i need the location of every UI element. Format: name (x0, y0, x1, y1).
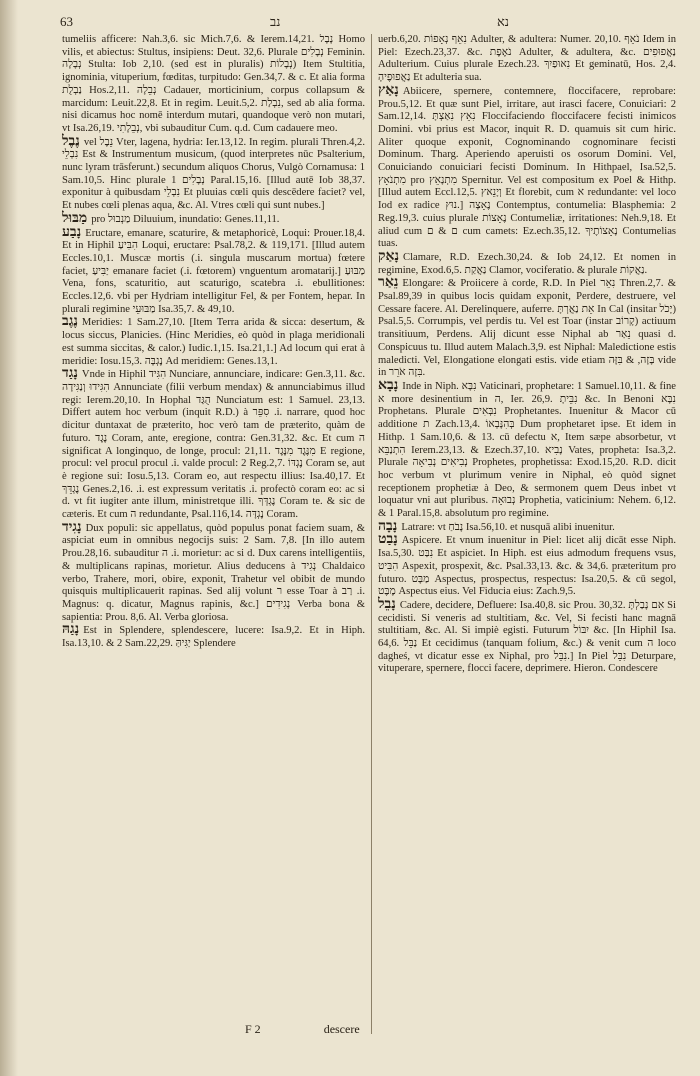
entry-lemma: נָבָא (378, 377, 399, 393)
entry-lemma: נָבֵל (378, 596, 396, 612)
entry (62, 133, 365, 213)
entry-lemma: נָבַע (62, 224, 82, 240)
entry (378, 596, 676, 676)
entry (62, 519, 365, 625)
entry (62, 368, 365, 521)
left-column (62, 34, 365, 1034)
entry-text: Meridies: 1 Sam.27,10. [Item Terra arida & sicca: desertum, & locus siccus, Planicies. (Hinc Meridies, eò quòd in plaga meridionali est summa siccitas, & calor.) Iudic.1,15. Isa.21,1.] Ad locum qui erat à meridie: Iosu.15,3. נֶגְבָּה Ad meridiem: Genes.13,1. (62, 317, 365, 367)
entry-text: tumeliis afficere: Nah.3,6. sic Mich.7,6. & Ierem.14,21. נָבָל Homo vilis, et abiectus: Stultus, insipiens: Deut. 32,6. Plurale נְבָלִים Feminin. נְבָלָה Stulta: Iob 2,10. (sed est in pluralis) נְבָלוֹת) Item Stultitia, ignominia, vituperium, fœditas, turpitudo: Gen.34,7. & c. Et alia forma נַבְלֻת Hos.2,11. נְבֵלָה Cadauer, morticinium, corpus collapsum & marcidum: Leuit.22,8. Et in regim. Leuit.5,2. נִבְלַת, sed ab alia forma. nisi dicamus hoc nomē interdum mutari, quandoque verò non mutari, vt Isa.26,19. נְבֵלָתִי, vbi subauditur Cum. q.d. Cum cadauere meo. (62, 34, 365, 134)
entry (62, 624, 365, 650)
entry (62, 210, 365, 227)
entry-text: Latrare: vt נָבֹחַ Isa.56,10. et nusquā alibi inuenitur. (401, 521, 615, 533)
right-column (378, 34, 676, 1034)
entry (378, 82, 676, 251)
entry-text: Vnde in Hiphil הִגִּיד Nunciare, annunciare, indicare: Gen.3,11. &c. הִגִּידוּ וְנַגִּידָה Annunciate (filii verbum mendax) & annunciabimus illud regi: Ierem.20,10. In Hophal הֻגַּד Nunciatum est: 1 Samuel. 23,13. Differt autem hoc verbum (inquit R.D.) à סִפֵּר .i. narrare, quod hoc dicitur duntaxat de præterito, hoc verò tam de præterito, quàm de futuro. נֶגֶד Coram, ante, eregione, contra: Gen.31,32. &c. Et cum ה significat A longinquo, de longe, procul: 21,11. מִנֶּגֶד מִנֶּגֶד E regione, procul: vel procul procul .i. valde procul: 2 Reg.2,7. נֶגְדּוֹ Coram se, aut è regione sui: Iosu.5,13. Coram eo, aut respectu illius: Isa.40,17. Et נֶגְדֵּךְ Genes.2,16. .i. est expressum veritatis .i. profectò coram eo: ac si d. vt fit iugiter ante illum, ministretque illi. נֶגְדְּךָ Coram te. & sic de cæteris. Et cum ה redundante, Psal.116,14. נֶגְדָּה Coram. (62, 369, 365, 521)
entry-text: Abiicere, spernere, contemnere, floccifacere, reprobare: Prou.5,12. Et quæ sunt Piel, irritare, aut irasci facere, Conuiciari: 2 Sam.12,14. נִאֵץ נִאַצְתָּ Floccifaciendo floccifacere fecisti inimicos Domini. vbi prius est Macor, inquit R. D. quamuis sit cum hiric. Aliter quoque exponit, Cognominando cognominare fecisti Dominum. Tharg. Aperiendo aperuisti os osorum Domini. Vel, Conuiciando conuiciari fecisti Dominum. In Hithpael, Isa.52,5. מִתְנֹאָץ pro מִתְנָאֵץ Spernitur. Vel est compositum ex Poel & Hithp. [Illud autem Eccl.12,5. וְיָנֵאץ Et florebit, cum א redundante: vel loco Iod ex radice נוּץ.] נֶאָצָה Contemptus, contumelia: Blasphemia: 2 Reg.19,3. cuius plurale נֶאָצוֹת Contumeliæ, irritationes: Neh.9,18. Et aliud cum ם & ם cum camets: Ez.ech.35,12. נָאָצוֹתֶיךָ Contumelias tuas. (378, 85, 676, 250)
column-divider (371, 34, 372, 1034)
entry-lemma: נָאַק (378, 248, 400, 264)
entry (378, 34, 676, 85)
entry-lemma: נָגַהּ (62, 622, 80, 638)
entry (378, 518, 676, 535)
entry-text: uerb.6,20. נִאֵף נְאָפוֹת Adulter, & adultera: Numer. 20,10. נֹאֵף Idem in Piel: Ezech.23,37. &c. נֹאֶפֶת Adulter, & adultera, &c. נַאֲפוּפִים Adulterium. Cuius plurale Ezech.23. נִאוּפַיִךְ Et geminatū, Hos. 2,4. נַאֲפוּפֶיהָ Et adulteria sua. (378, 34, 676, 84)
running-header (60, 14, 670, 32)
entry-text: Est in Splendere, splendescere, lucere: Isa.9,2. Et in Hiph. Isa.13,10. & 2 Sam.22,29. יַגִּיהַּ Splendere (62, 625, 365, 650)
entry-lemma: נֶבֶל (62, 133, 80, 149)
entry-lemma: נֶגֶב (62, 314, 78, 330)
entry-text: Inde in Niph. נִבָּא Vaticinari, prophetare: 1 Samuel.10,11. & fine א more desinentium in ה, Ier. 26,9. נִבֵּיתָ &c. In Benoni נִבָּא Prophetans. Plurale נִבְּאִים Prophetantes. Inuenitur & Macor cū additione ת Zach.13,4. בְּהִנָּבְאוֹ Dum prophetaret ipse. Et idem in Hithp. 1 Sam.10,6. & 13. cū defectu א, Item sæpe absorbetur, vt הִתְנַבֵּא Ierem.23,13. & Ezech.37,10. נָבִיא Vates, propheta: Isa.3,2. Plurale נְבִיאִים נְבִיאָה Prophetes, prophetissa: Exod.15,20. R.D. dicit hoc verbum vt plurimum venire in Niphal, eò quòd signet receptionem prophetiæ à Deo, & sermonem quem Deus inbet vt loquatur vni aut pluribus. נְבוּאָה Prophetia, vaticinium: Nehem. 6,12. & 1 Paral.15,8. absolutum pro regimine. (378, 380, 676, 520)
entry (62, 316, 365, 368)
entry-lemma: נָבָה (378, 518, 398, 534)
header-right-letter: נא (497, 14, 510, 29)
page-footer (245, 1022, 545, 1037)
entry-lemma: נָאַץ (378, 82, 399, 98)
entry-text: Cadere, decidere, Defluere: Isa.40,8. sic Prou. 30,32. אִם נָבַלְתָּ Si cecidisti. Si veneris ad stultitiam, &c. Vel, Si fecisti hanc magnā stultitiam, &c. Al. Si impiè egisti. Futurum יִבּוֹל &c. [In Hiphil Isa. 64,6. נַבֵּל Et cecidimus (tanquam folium, &c.) & venit cum ה loco dagheś, vt dicatur esse ex Niphal, pro נִבֵּל.] In Piel נִבֵּל Deturpare, vituperare, spernere, flocci facere, deprimere. Hieron. Condescere (378, 599, 676, 675)
entry (378, 377, 676, 521)
entry-text: Elongare: & Proiicere à corde, R.D. In Piel נִאֵר Thren.2,7. & Psal.89,39 in quibus locis quidam exponit, Perdere, destruere, vel Cessare facere. Al. Derelinquere, auferre. אֵת נַאֲרְתָּ In Cal (insitar יָכֹל) Psal.5,5. Corrumpis, vel perdis tu. Vel est Toar (instar קָרוֹב) actiuum transitiuum, Perdens. Alij dicunt esse Niphal ab נֵאַר quasi d. Conspicuus tu. Illud autem Malach.3,9. est Niphal: Maledictione estis maledicti. Vel, Elongatione elongati estis. vide etiam בָּזָה, & בִּזָּה vide in בִּזָה אֹרֵר. (378, 278, 676, 379)
entry-text: pro מַנְבוּל Diluuium, inundatio: Genes.11,11. (91, 213, 280, 225)
entry (378, 277, 676, 380)
catchword: descere (323, 1022, 360, 1036)
entry (378, 248, 676, 277)
signature-mark: F 2 (245, 1022, 261, 1036)
entry-lemma: נָבַט (378, 532, 398, 548)
entry-text: vel נֵבֶל Vter, lagena, hydria: Ier.13,12. In regim. plurali Thren.4,2. נִבְלֵי Est & Instrumentum musicum, (quod interpretes nūc Psalterium, nunc lyram trāsferunt.) secundum aliquos Chorus, Vulgò Cornamusa: 1 Sam.10,5. Hinc plurale נְבָלִים 1 Paral.15,16. [Illud autē Iob 38,37. exponitur à quibusdam נִבְלֵי Et pluuias cœli quis descēdere faciet? vel, Et nubes cœli plenas aqua, &c. Al. Vtres cœli qui sunt nubes.] (62, 136, 365, 212)
book-gutter (0, 0, 18, 1076)
entry-text: Clamare, R.D. Ezech.30,24. & Iob 24,12. Et nomen in regimine, Exod.6,5. נַאֲקַת Clamor, vociferatio. & plurale נַאֲקוֹת. (378, 251, 676, 276)
entry-lemma: נָגִיד (62, 519, 82, 535)
entry (62, 224, 365, 317)
entry-text: Aspicere. Et vnum inuenitur in Piel: licet alij dicāt esse Niph. Isa.5,30. נִבַּט Et aspiciet. In Hiph. est eius admodum frequens vsus, הִבִּיט Aspexit, prospexit, &c. Psal.33,13. &c. & 34,6. præteritum pro futuro. מַבָּט Aspectus, prospectus, respectus: Isa.20,5. & cū segol, מֶבֶּט Aspectus eius. Vel Fiducia eius: Zach.9,5. (378, 535, 676, 598)
entry (378, 534, 676, 599)
header-left-letter: נב (270, 14, 281, 29)
entry (62, 34, 365, 136)
entry-text: Eructare, emanare, scaturire, & metaphoricè, Loqui: Prouer.18,4. Et in Hiphil הִבִּיעַ Loqui, eructare: Psal.78,2. & 119,171. [Illud autem Eccles.10,1. Muscæ mortis (.i. singula muscarum mortua) fœtere faciet, יַבִּיעַ emanare faciet (.i. fœtorem) vnguentum aromatarij.] מַבּוּעַ Vena, fons, scaturitio, aut scaturigo, scatebra .i. ebullitiones: Eccles.12,6. vbi per Hydriam intelligitur Fel, & per Fontem, hepar. In plurali regimine מַבּוּעֵי Isa.35,7. & 49,10. (62, 227, 365, 315)
page-number: 63 (60, 14, 73, 29)
entry-lemma: נֵאַר (378, 275, 399, 291)
entry-lemma: נָגַד (62, 366, 78, 382)
entry-lemma: מַבּוּל (62, 210, 88, 226)
entry-text: Dux populi: sic appellatus, quòd populus ponat faciem suam, & aspiciat eum in omnibus negocijs suis: 2 Sam. 7,8. [In illo autem Prou.28,16. subauditur ה .i. morietur: ac si d. Dux carens intelligentiis, & multiplicans rapinas, morietur. Alius deducens à נְגִיד Chaldaico verbo, Trahere, mori, obire, exponit, Trahetur vel obibit de mundo quisquis multiplicauerit rapinas. Sed alij volunt ר esse Toar à רַב .i. Magnus: q. dicatur, Magnus rapinis, &c.] נְגִידִים Verba bona & sapientia: Prou. 8,6. Al. Verba gloriosa. (62, 522, 365, 623)
